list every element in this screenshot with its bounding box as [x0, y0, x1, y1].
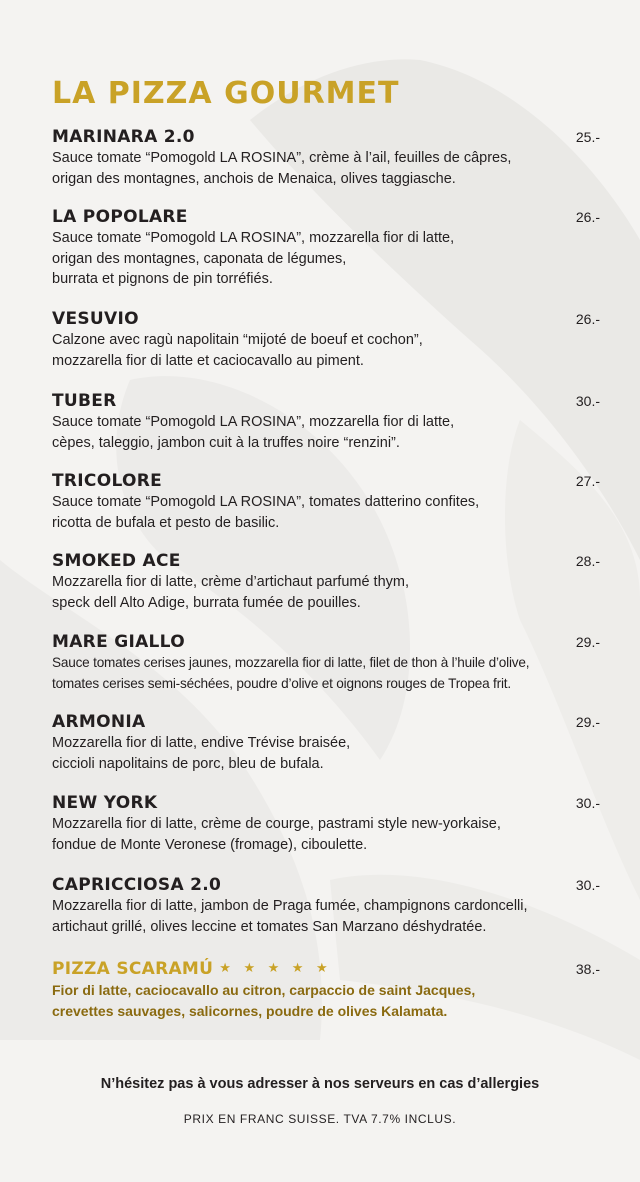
price-note: PRIX EN FRANC SUISSE. TVA 7.7% INCLUS.: [183, 1112, 457, 1126]
menu-item-description: Calzone avec ragù napolitain “mijoté de boeuf et cochon”, mozzarella fior di latte et caciocavallo au piment.: [52, 332, 423, 369]
menu-item-name: MARINARA 2.0: [52, 127, 195, 147]
menu-item-price: 30.-: [575, 393, 600, 409]
menu-item: [52, 206, 600, 290]
menu-title: LA PIZZA GOURMET: [52, 76, 400, 111]
menu-item-name: VESUVIO: [52, 309, 139, 329]
menu-item-price: 26.-: [575, 311, 600, 327]
menu-item: [52, 470, 600, 533]
star-rating-icon: ★ ★ ★ ★ ★: [219, 961, 332, 976]
special-item-price: 38.-: [575, 961, 600, 977]
menu-item-price: 27.-: [575, 473, 600, 489]
menu-item-description: Sauce tomate “Pomogold LA ROSINA”, mozzarella fior di latte, origan des montagnes, caponata de légumes, burrata et pignons de pin torréfiés.: [52, 230, 455, 287]
menu-item-price: 29.-: [575, 714, 600, 730]
allergy-note: N’hésitez pas à vous adresser à nos serveurs en cas d’allergies: [100, 1076, 540, 1092]
menu-item-description: Sauce tomate “Pomogold LA ROSINA”, tomates datterino confites, ricotta de bufala et pesto de basilic.: [52, 494, 480, 531]
menu-item: [52, 308, 600, 371]
special-item-name: PIZZA SCARAMÚ: [52, 959, 214, 979]
special-item-name-row: [52, 958, 600, 980]
menu-item: [52, 550, 600, 613]
menu-item: [52, 390, 600, 453]
special-menu-item: [52, 958, 600, 1021]
special-item-description: Fior di latte, caciocavallo au citron, carpaccio de saint Jacques, crevettes sauvages, salicornes, poudre de olives Kalamata.: [52, 982, 476, 1019]
menu-item-name: ARMONIA: [52, 712, 146, 732]
menu-item: [52, 874, 600, 937]
menu-item-name: CAPRICCIOSA 2.0: [52, 875, 222, 895]
menu-item-description: Sauce tomate “Pomogold LA ROSINA”, mozzarella fior di latte, cèpes, taleggio, jambon cuit à la truffes noire “renzini”.: [52, 414, 455, 451]
menu-item-description: Mozzarella fior di latte, crème d’artichaut parfumé thym, speck dell Alto Adige, burrata fumée de pouilles.: [52, 574, 409, 611]
menu-item-name: NEW YORK: [52, 793, 158, 813]
menu-item-price: 30.-: [575, 795, 600, 811]
menu-item-price: 30.-: [575, 877, 600, 893]
menu-item-name: SMOKED ACE: [52, 551, 181, 571]
menu-item: [52, 126, 600, 189]
menu-item-description: Mozzarella fior di latte, jambon de Praga fumée, champignons cardoncelli, artichaut grillé, olives leccine et tomates San Marzano déshydratée.: [52, 898, 528, 935]
menu-item: [52, 792, 600, 855]
menu-item-price: 25.-: [575, 129, 600, 145]
menu-item-description: Mozzarella fior di latte, crème de courge, pastrami style new-yorkaise, fondue de Monte Veronese (fromage), ciboulette.: [52, 816, 501, 853]
menu-item-description: Mozzarella fior di latte, endive Trévise braisée, ciccioli napolitains de porc, bleu de bufala.: [52, 735, 351, 772]
menu-item-name: TUBER: [52, 391, 117, 411]
menu-item-description: Sauce tomate “Pomogold LA ROSINA”, crème à l’ail, feuilles de câpres, origan des montagnes, anchois de Menaica, olives taggiasche.: [52, 150, 512, 187]
menu-item: [52, 631, 600, 694]
menu-item-name: MARE GIALLO: [52, 632, 185, 652]
menu-item-price: 26.-: [575, 209, 600, 225]
menu-item: [52, 711, 600, 774]
menu-item-name: TRICOLORE: [52, 471, 163, 491]
menu-item-price: 28.-: [575, 553, 600, 569]
menu-item-description: Sauce tomates cerises jaunes, mozzarella fior di latte, filet de thon à l’huile d’olive, tomates cerises semi-séchées, poudre d’olive et oignons rouges de Tropea frit.: [52, 655, 530, 691]
menu-item-name: LA POPOLARE: [52, 207, 188, 227]
menu-item-price: 29.-: [575, 634, 600, 650]
